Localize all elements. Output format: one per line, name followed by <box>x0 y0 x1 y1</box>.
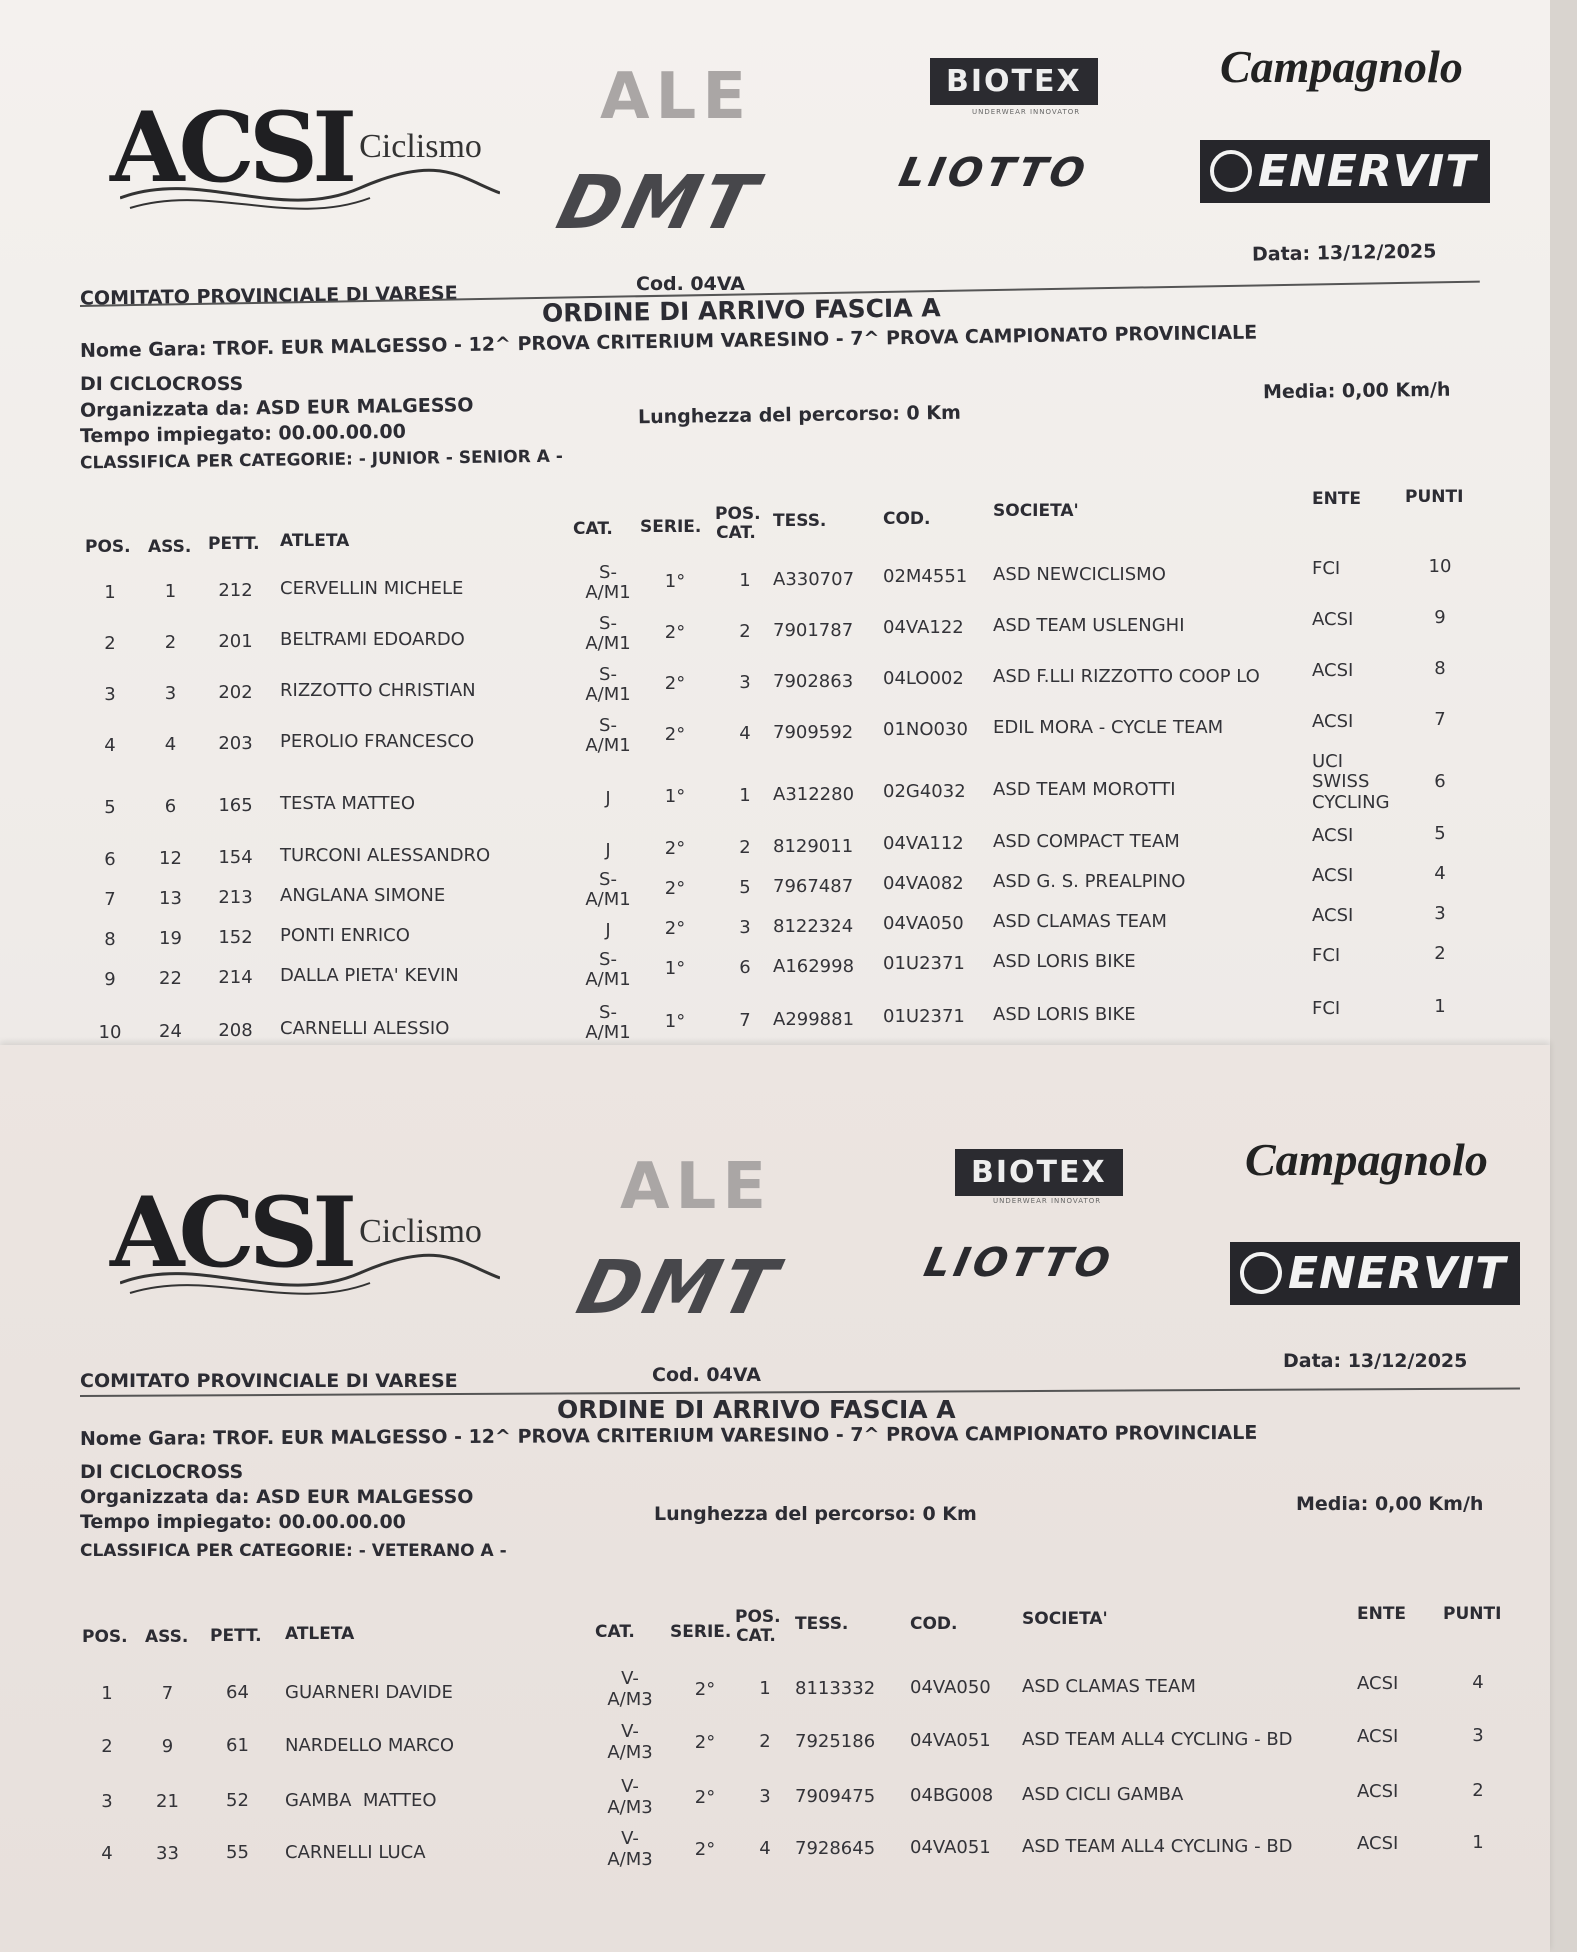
cell-pos-cat: 1 <box>759 1678 771 1700</box>
cell-pett: 55 <box>226 1842 249 1864</box>
cell-tess: A312280 <box>773 783 855 805</box>
cell-points: 9 <box>1434 606 1446 628</box>
cell-cod: 01U2371 <box>883 1006 965 1028</box>
col-header-pos-cat: POS. CAT. <box>735 1607 781 1646</box>
cell-ass: 13 <box>159 888 182 910</box>
page-title: ORDINE DI ARRIVO FASCIA A <box>541 293 941 328</box>
cell-points: 2 <box>1434 942 1446 964</box>
cell-cod: 04VA050 <box>910 1676 991 1698</box>
cell-cat: S- A/M1 <box>585 612 631 655</box>
cell-cod: 04VA082 <box>883 873 964 895</box>
col-header-ass: ASS. <box>145 1627 189 1647</box>
cell-cod: 02G4032 <box>883 781 966 803</box>
cell-serie: 2° <box>664 724 686 746</box>
cell-ass: 12 <box>159 848 182 870</box>
course-length: Lunghezza del percorso: 0 Km <box>654 1503 977 1525</box>
col-header-pos-cat: POS. CAT. <box>715 504 761 543</box>
cell-pos-cat: 7 <box>739 1009 751 1031</box>
categories-line: CLASSIFICA PER CATEGORIE: - JUNIOR - SENIOR A - <box>79 446 563 474</box>
cell-serie: 1° <box>664 786 686 808</box>
cell-ente: FCI <box>1312 557 1341 579</box>
sponsor-logos <box>0 0 1550 260</box>
dmt-logo: DMT <box>569 1245 789 1331</box>
cell-points: 1 <box>1434 995 1446 1017</box>
cell-society: ASD F.LLI RIZZOTTO COOP LO <box>993 666 1260 688</box>
cell-pett: 165 <box>218 794 253 816</box>
cell-cat: S- A/M1 <box>585 1001 631 1044</box>
cell-pett: 154 <box>218 846 253 868</box>
cell-society: ASD CLAMAS TEAM <box>993 911 1167 933</box>
cell-cat: J <box>605 839 611 861</box>
cell-athlete: DALLA PIETA' KEVIN <box>280 965 459 987</box>
cell-pett: 64 <box>226 1682 249 1704</box>
cell-pos: 10 <box>98 1022 122 1044</box>
enervit-logo <box>1200 140 1490 203</box>
cell-ass: 1 <box>164 581 177 603</box>
cell-points: 1 <box>1472 1832 1484 1854</box>
col-header-cat: CAT. <box>595 1622 635 1642</box>
cell-pos-cat: 6 <box>739 956 751 978</box>
cell-pos: 1 <box>104 582 116 604</box>
cell-society: ASD LORIS BIKE <box>993 1004 1136 1026</box>
cell-cat: S- A/M1 <box>585 948 631 991</box>
cell-ente: ACSI <box>1312 824 1354 846</box>
cell-society: ASD CICLI GAMBA <box>1022 1783 1184 1805</box>
cell-ass: 7 <box>161 1682 174 1704</box>
col-header-tess: TESS. <box>773 511 827 531</box>
result-sheet-veterano <box>0 1045 1550 1952</box>
cell-society: ASD LORIS BIKE <box>993 951 1136 973</box>
cell-ente: UCI SWISS CYCLING <box>1312 750 1390 814</box>
cell-points: 6 <box>1434 770 1446 792</box>
cell-tess: 7902863 <box>773 670 854 692</box>
liotto-logo: LIOTTO <box>895 150 1093 196</box>
cell-ente: ACSI <box>1312 710 1354 732</box>
col-header-society: SOCIETA' <box>1022 1609 1108 1629</box>
col-header-cod: COD. <box>910 1614 958 1634</box>
col-header-pos: POS. <box>85 537 131 557</box>
acsi-mark: ACSI <box>110 1176 352 1289</box>
cell-ente: FCI <box>1312 997 1341 1019</box>
cell-cod: 04VA050 <box>883 913 964 935</box>
cell-pett: 212 <box>218 579 253 601</box>
cell-pos-cat: 5 <box>739 876 751 898</box>
cell-ente: ACSI <box>1312 864 1354 886</box>
cell-pos: 7 <box>104 889 116 911</box>
cell-cat: J <box>605 919 611 941</box>
cell-pos: 3 <box>101 1791 113 1813</box>
race-name: Nome Gara: TROF. EUR MALGESSO - 12^ PROVA CRITERIUM VARESINO - 7^ PROVA CAMPIONATO PROVINCIALE <box>79 1421 1258 1450</box>
cell-pos-cat: 3 <box>739 916 751 938</box>
enervit-word: ENERVIT <box>1288 1248 1507 1299</box>
cell-pos: 4 <box>104 735 116 757</box>
cell-points: 10 <box>1428 555 1452 577</box>
cell-athlete: CARNELLI LUCA <box>285 1841 426 1863</box>
cell-pos: 9 <box>104 969 116 991</box>
cell-pett: 52 <box>226 1790 249 1812</box>
cell-serie: 1° <box>664 958 686 980</box>
cell-pos: 2 <box>104 633 116 655</box>
cell-cod: 01NO030 <box>883 719 968 741</box>
col-header-tess: TESS. <box>795 1614 849 1634</box>
cell-tess: 7928645 <box>795 1837 876 1859</box>
cell-pett: 61 <box>226 1735 249 1757</box>
cell-cat: S- A/M1 <box>585 714 631 757</box>
cell-society: ASD TEAM MOROTTI <box>993 779 1176 801</box>
organizer: Organizzata da: ASD EUR MALGESSO <box>80 1486 474 1508</box>
cell-pos-cat: 1 <box>739 569 751 591</box>
organizer: Organizzata da: ASD EUR MALGESSO <box>79 394 474 422</box>
cell-tess: 8129011 <box>773 835 854 857</box>
cell-ass: 2 <box>164 632 177 654</box>
cell-society: ASD CLAMAS TEAM <box>1022 1675 1196 1697</box>
committee-code: Cod. 04VA <box>636 273 745 295</box>
sponsor-logos <box>0 1045 1550 1331</box>
ale-logo: ALE <box>620 1150 773 1224</box>
col-header-ente: ENTE <box>1357 1604 1407 1624</box>
cell-ente: FCI <box>1312 944 1341 966</box>
cell-points: 8 <box>1434 657 1446 679</box>
cell-points: 4 <box>1472 1672 1484 1694</box>
cell-serie: 2° <box>664 918 686 940</box>
report-date: Data: 13/12/2025 <box>1283 1350 1468 1372</box>
race-name: Nome Gara: TROF. EUR MALGESSO - 12^ PROVA CRITERIUM VARESINO - 7^ PROVA CAMPIONATO PROVINCIALE <box>79 321 1258 362</box>
cell-ass: 9 <box>161 1735 174 1757</box>
race-name-cont: DI CICLOCROSS <box>80 1461 244 1483</box>
acsi-ciclismo-logo <box>110 1176 482 1289</box>
cell-serie: 2° <box>694 1786 716 1808</box>
col-header-athlete: ATLETA <box>280 531 350 551</box>
cell-ente: ACSI <box>1312 608 1354 630</box>
time-taken: Tempo impiegato: 00.00.00.00 <box>79 420 407 448</box>
cell-athlete: GAMBA MATTEO <box>285 1789 437 1811</box>
cell-cat: V- A/M3 <box>607 1668 653 1710</box>
cell-serie: 2° <box>664 673 686 695</box>
cell-ente: ACSI <box>1357 1781 1399 1803</box>
report-date: Data: 13/12/2025 <box>1251 240 1437 266</box>
cell-cat: J <box>605 787 611 809</box>
cell-cod: 02M4551 <box>883 566 968 588</box>
cell-points: 3 <box>1434 902 1446 924</box>
cell-society: ASD TEAM ALL4 CYCLING - BD <box>1022 1835 1293 1857</box>
cell-tess: 7901787 <box>773 619 854 641</box>
cell-cat: V- A/M3 <box>607 1828 653 1870</box>
cell-cod: 04VA112 <box>883 833 964 855</box>
cell-cod: 01U2371 <box>883 953 965 975</box>
cell-ente: ACSI <box>1357 1833 1399 1855</box>
cell-athlete: PONTI ENRICO <box>280 925 410 947</box>
cell-pos-cat: 3 <box>739 671 751 693</box>
cell-ass: 24 <box>159 1021 182 1043</box>
cell-athlete: GUARNERI DAVIDE <box>285 1681 453 1703</box>
cell-points: 5 <box>1434 822 1446 844</box>
committee-code: Cod. 04VA <box>652 1364 761 1386</box>
committee-name: COMITATO PROVINCIALE DI VARESE <box>80 1370 458 1392</box>
cell-cod: 04VA051 <box>910 1836 991 1858</box>
cell-pett: 208 <box>218 1019 253 1041</box>
cell-serie: 2° <box>694 1678 716 1700</box>
cell-serie: 1° <box>664 571 686 593</box>
cell-ass: 21 <box>156 1790 179 1812</box>
cell-athlete: NARDELLO MARCO <box>285 1734 455 1756</box>
cell-cod: 04VA122 <box>883 617 964 639</box>
cell-cat: S- A/M1 <box>585 561 631 604</box>
cell-points: 2 <box>1472 1780 1484 1802</box>
cell-athlete: ANGLANA SIMONE <box>280 885 446 907</box>
acsi-mark: ACSI <box>110 91 352 204</box>
cell-pos: 4 <box>101 1843 113 1865</box>
campagnolo-logo: Campagnolo <box>1220 41 1463 92</box>
enervit-circle-icon <box>1210 150 1252 192</box>
cell-ente: ACSI <box>1357 1726 1399 1748</box>
cell-athlete: CARNELLI ALESSIO <box>280 1018 450 1040</box>
cell-athlete: PEROLIO FRANCESCO <box>280 731 475 753</box>
cell-society: EDIL MORA - CYCLE TEAM <box>993 717 1224 739</box>
cell-points: 7 <box>1434 708 1446 730</box>
page-title: ORDINE DI ARRIVO FASCIA A <box>557 1395 956 1424</box>
cell-pett: 213 <box>218 886 253 908</box>
cell-serie: 2° <box>664 622 686 644</box>
dmt-logo: DMT <box>549 160 769 246</box>
cell-society: ASD NEWCICLISMO <box>993 564 1166 586</box>
cell-ass: 33 <box>156 1842 179 1864</box>
cell-serie: 2° <box>664 838 686 860</box>
acsi-word: Ciclismo <box>359 128 482 165</box>
liotto-logo: LIOTTO <box>920 1240 1118 1286</box>
col-header-points: PUNTI <box>1443 1604 1502 1624</box>
col-header-cod: COD. <box>883 509 931 529</box>
cell-pos-cat: 2 <box>759 1731 771 1753</box>
cell-tess: A330707 <box>773 568 855 590</box>
campagnolo-logo: Campagnolo <box>1245 1134 1488 1185</box>
enervit-circle-icon <box>1240 1252 1282 1294</box>
average-speed: Media: 0,00 Km/h <box>1262 378 1451 404</box>
cell-athlete: TESTA MATTEO <box>280 793 416 815</box>
cell-pos: 2 <box>101 1736 113 1758</box>
biotex-tagline: UNDERWEAR INNOVATOR <box>993 1197 1102 1205</box>
col-header-pos: POS. <box>82 1627 128 1647</box>
enervit-logo <box>1230 1242 1520 1305</box>
col-header-points: PUNTI <box>1405 487 1464 507</box>
col-header-athlete: ATLETA <box>285 1624 355 1644</box>
cell-tess: 8122324 <box>773 915 854 937</box>
cell-society: ASD TEAM USLENGHI <box>993 615 1185 637</box>
cell-cat: S- A/M1 <box>585 663 631 706</box>
cell-cat: V- A/M3 <box>607 1721 653 1763</box>
cell-ass: 6 <box>164 796 177 818</box>
acsi-swoosh-icon <box>120 1253 500 1303</box>
cell-pos-cat: 2 <box>739 836 751 858</box>
biotex-tagline: UNDERWEAR INNOVATOR <box>972 108 1081 116</box>
cell-pett: 214 <box>218 966 253 988</box>
cell-cat: S- A/M1 <box>585 868 631 911</box>
cell-society: ASD COMPACT TEAM <box>993 831 1180 853</box>
cell-points: 4 <box>1434 862 1446 884</box>
acsi-word: Ciclismo <box>359 1213 482 1250</box>
col-header-pett: PETT. <box>208 534 260 554</box>
cell-serie: 2° <box>694 1731 716 1753</box>
average-speed: Media: 0,00 Km/h <box>1296 1493 1484 1515</box>
cell-pett: 201 <box>218 630 253 652</box>
cell-cod: 04LO002 <box>883 668 964 690</box>
acsi-swoosh-icon <box>120 168 500 218</box>
cell-cod: 04BG008 <box>910 1784 994 1806</box>
col-header-serie: SERIE. <box>670 1622 732 1642</box>
col-header-cat: CAT. <box>573 519 613 539</box>
col-header-pett: PETT. <box>210 1626 262 1646</box>
acsi-ciclismo-logo <box>110 91 482 204</box>
cell-athlete: TURCONI ALESSANDRO <box>280 845 491 867</box>
biotex-logo: BIOTEX <box>930 58 1098 105</box>
categories-line: CLASSIFICA PER CATEGORIE: - VETERANO A - <box>80 1541 507 1561</box>
cell-pett: 203 <box>218 732 253 754</box>
cell-athlete: CERVELLIN MICHELE <box>280 578 464 600</box>
time-taken: Tempo impiegato: 00.00.00.00 <box>80 1511 406 1533</box>
cell-pos: 8 <box>104 929 116 951</box>
cell-athlete: BELTRAMI EDOARDO <box>280 629 465 651</box>
col-header-society: SOCIETA' <box>993 501 1079 521</box>
cell-points: 3 <box>1472 1725 1484 1747</box>
cell-cod: 04VA051 <box>910 1729 991 1751</box>
cell-ass: 3 <box>164 683 177 705</box>
enervit-word: ENERVIT <box>1258 146 1477 197</box>
cell-serie: 1° <box>664 1011 686 1033</box>
cell-ass: 19 <box>159 928 182 950</box>
col-header-ente: ENTE <box>1312 489 1362 509</box>
col-header-ass: ASS. <box>148 537 192 557</box>
cell-tess: A299881 <box>773 1008 855 1030</box>
biotex-logo: BIOTEX <box>955 1149 1123 1196</box>
course-length: Lunghezza del percorso: 0 Km <box>637 401 961 429</box>
cell-ente: ACSI <box>1312 659 1354 681</box>
cell-serie: 2° <box>694 1838 716 1860</box>
cell-tess: 7909475 <box>795 1785 876 1807</box>
cell-tess: 7909592 <box>773 721 854 743</box>
cell-serie: 2° <box>664 878 686 900</box>
cell-athlete: RIZZOTTO CHRISTIAN <box>280 680 476 702</box>
cell-ente: ACSI <box>1312 904 1354 926</box>
cell-society: ASD TEAM ALL4 CYCLING - BD <box>1022 1728 1293 1750</box>
cell-ass: 4 <box>164 734 177 756</box>
cell-pos-cat: 1 <box>739 784 751 806</box>
cell-pos-cat: 2 <box>739 620 751 642</box>
cell-ass: 22 <box>159 968 182 990</box>
cell-pett: 152 <box>218 926 253 948</box>
cell-tess: 8113332 <box>795 1677 876 1699</box>
cell-pos-cat: 4 <box>739 722 751 744</box>
cell-pos-cat: 3 <box>759 1786 771 1808</box>
cell-society: ASD G. S. PREALPINO <box>993 871 1186 893</box>
race-name-cont: DI CICLOCROSS <box>80 373 244 395</box>
cell-tess: A162998 <box>773 955 855 977</box>
cell-pett: 202 <box>218 681 253 703</box>
cell-pos: 3 <box>104 684 116 706</box>
cell-tess: 7967487 <box>773 875 854 897</box>
committee-name: COMITATO PROVINCIALE DI VARESE <box>79 282 458 310</box>
cell-cat: V- A/M3 <box>607 1776 653 1818</box>
cell-tess: 7925186 <box>795 1730 876 1752</box>
cell-pos: 6 <box>104 849 116 871</box>
col-header-serie: SERIE. <box>640 517 702 537</box>
ale-logo: ALE <box>600 60 753 134</box>
cell-pos: 1 <box>101 1683 113 1705</box>
cell-pos-cat: 4 <box>759 1838 771 1860</box>
cell-pos: 5 <box>104 797 116 819</box>
cell-ente: ACSI <box>1357 1673 1399 1695</box>
